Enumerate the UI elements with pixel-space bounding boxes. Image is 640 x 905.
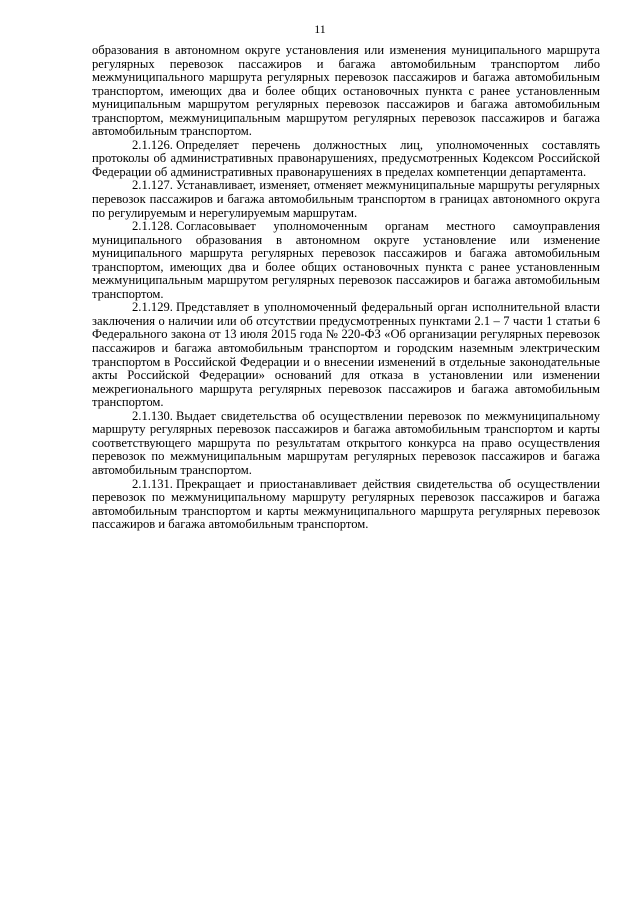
paragraph-2-1-130 (92, 410, 600, 478)
page-number: 11 (314, 22, 326, 36)
paragraph-2-1-129 (92, 301, 600, 409)
paragraph-2-1-126 (92, 139, 600, 180)
paragraph-number: 2.1.130. (132, 408, 173, 423)
paragraph-number: 2.1.127. (132, 178, 173, 193)
paragraph-2-1-131 (92, 478, 600, 532)
paragraph-continuation (92, 44, 600, 139)
paragraph-2-1-127 (92, 179, 600, 220)
paragraph-number: 2.1.129. (132, 300, 173, 315)
paragraph-text: Выдает свидетельства об осуществлении перевозок по межмуниципальному маршруту регулярных перевозок пассажиров и багажа автомобильным транспортом и карты соответствующего маршрута по результатам открытого конкурса на право осуществления перевозок по межмуниципальным маршрутам регулярных перевозок пассажиров и багажа автомобильным транспортом. (92, 408, 600, 477)
paragraph-number: 2.1.131. (132, 476, 173, 491)
paragraph-2-1-128 (92, 220, 600, 301)
paragraph-text: Согласовывает уполномоченным органам местного самоуправления муниципального образования в автономном округе установление или изменение муниципального маршрута регулярных перевозок пассажиров и багажа автомобильным транспортом, имеющих два и более общих остановочных пункта с ранее установленным межмуниципальным маршрутом регулярных перевозок пассажиров и багажа автомобильным транспортом. (92, 219, 600, 301)
paragraph-text: Определяет перечень должностных лиц, уполномоченных составлять протоколы об административных правонарушениях, предусмотренных Кодексом Российской Федерации об административных правонарушениях в пределах компетенции департамента. (92, 137, 600, 179)
paragraph-number: 2.1.128. (132, 219, 173, 234)
paragraph-text: Прекращает и приостанавливает действия свидетельства об осуществлении перевозок по межмуниципальному маршруту регулярных перевозок пассажиров и багажа автомобильным транспортом и карты межмуниципального маршрута регулярных перевозок пассажиров и багажа автомобильным транспортом. (92, 476, 600, 532)
paragraph-text: Представляет в уполномоченный федеральный орган исполнительной власти заключения о наличии или об отсутствии предусмотренных пунктами 2.1 – 7 части 1 статьи 6 Федерального закона от 13 июля 2015 года № 220-ФЗ «Об организации регулярных перевозок пассажиров и багажа автомобильным транспортом и городским наземным электрическим транспортом в Российской Федерации и о внесении изменений в отдельные законодательные акты Российской Федерации» оснований для отказа в установлении или изменении межрегионального маршрута регулярных перевозок пассажиров и багажа автомобильным транспортом. (92, 300, 600, 410)
paragraph-text: образования в автономном округе установления или изменения муниципального маршрута регулярных перевозок пассажиров и багажа автомобильным транспортом либо межмуниципального маршрута регулярных перевозок пассажиров и багажа автомобильным транспортом, имеющих два и более общих остановочных пункта с ранее установленным муниципальным маршрутом регулярных перевозок пассажиров и багажа автомобильным транспортом, межмуниципальным маршрутом регулярных перевозок пассажиров и багажа автомобильным транспортом. (92, 43, 600, 139)
document-body (92, 44, 600, 532)
paragraph-number: 2.1.126. (132, 137, 173, 152)
paragraph-text: Устанавливает, изменяет, отменяет межмуниципальные маршруты регулярных перевозок пассажиров и багажа автомобильным транспортом в границах автономного округа по регулируемым и нерегулируемым маршрутам. (92, 178, 600, 220)
